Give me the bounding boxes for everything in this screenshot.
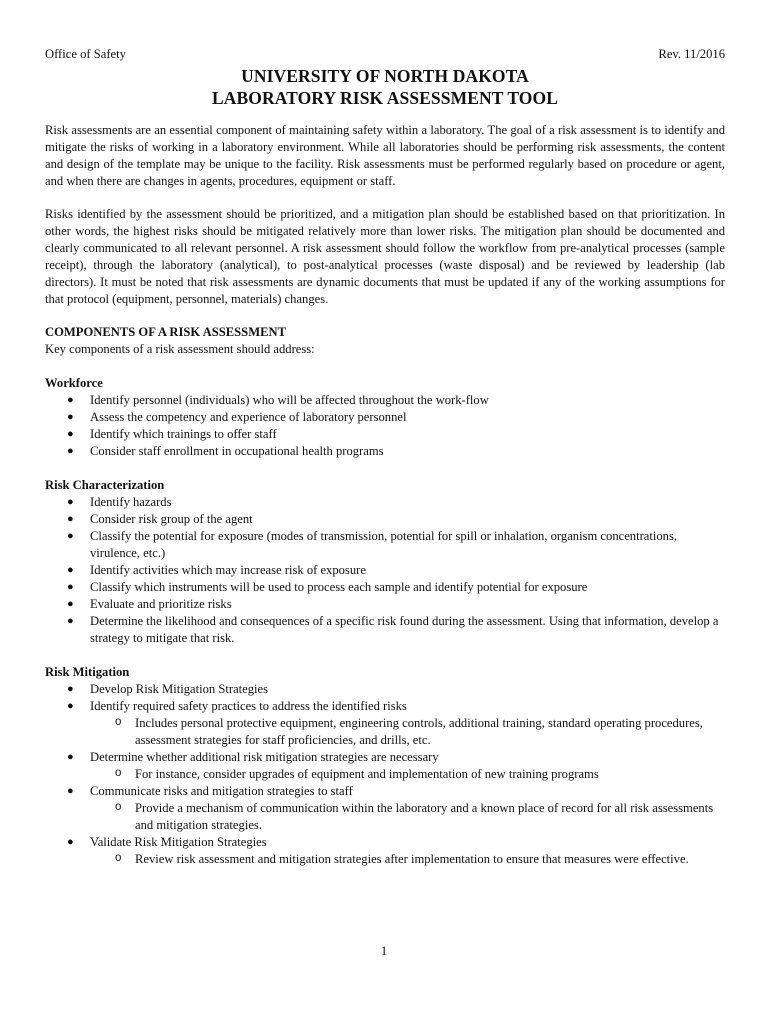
list-item: [45, 409, 725, 426]
list-item-text: Assess the competency and experience of laboratory personnel: [90, 410, 407, 424]
list-item: [45, 783, 725, 834]
sub-list-item-text: Includes personal protective equipment, engineering controls, additional training, standard operating procedures, assessment strategies for staff proficiencies, and drills, etc.: [135, 716, 703, 747]
bullet-icon: ●: [67, 513, 74, 525]
revision-label: Rev. 11/2016: [658, 47, 725, 61]
risk-characterization-list: [45, 494, 725, 647]
list-item-text: Determine whether additional risk mitigation strategies are necessary: [90, 750, 439, 764]
components-intro: Key components of a risk assessment should address:: [45, 342, 315, 356]
sub-list: [90, 766, 725, 783]
bullet-icon: ●: [67, 564, 74, 576]
workforce-list: [45, 392, 725, 460]
page-number: 1: [380, 944, 388, 958]
bullet-icon: ●: [67, 751, 74, 763]
workforce-heading: Workforce: [45, 376, 103, 390]
sub-list-item: [90, 851, 725, 868]
list-item-text: Identify hazards: [90, 495, 172, 509]
list-item: [45, 579, 725, 596]
list-item: [45, 528, 725, 562]
sub-bullet-icon: o: [115, 801, 122, 813]
list-item-text: Identify required safety practices to address the identified risks: [90, 699, 407, 713]
sub-list: [90, 851, 725, 868]
bullet-icon: ●: [67, 598, 74, 610]
document-page: [45, 46, 725, 868]
list-item: [45, 511, 725, 528]
sub-bullet-icon: o: [115, 767, 122, 779]
list-item: [45, 749, 725, 783]
sub-bullet-icon: o: [115, 716, 122, 728]
bullet-icon: ●: [67, 615, 74, 627]
risk-characterization-heading: Risk Characterization: [45, 478, 165, 492]
sub-list-item-text: For instance, consider upgrades of equipment and implementation of new training programs: [135, 767, 599, 781]
bullet-icon: ●: [67, 683, 74, 695]
bullet-icon: ●: [67, 411, 74, 423]
list-item: [45, 698, 725, 749]
list-item-text: Consider staff enrollment in occupational health programs: [90, 444, 384, 458]
bullet-icon: ●: [67, 700, 74, 712]
risk-mitigation-heading: Risk Mitigation: [45, 665, 130, 679]
list-item-text: Determine the likelihood and consequences of a specific risk found during the assessment. Using that information, develop a strategy to mitigate that risk.: [90, 614, 719, 645]
intro-paragraph-2: Risks identified by the assessment should be prioritized, and a mitigation plan should be established based on that prioritization. In other words, the highest risks should be mitigated relatively more than lower risks. The mitigation plan should be documented and clearly communicated to all relevant personnel. A risk assessment should follow the workflow from pre-analytical processes (sample receipt), through the laboratory (analytical), to post-analytical processes (waste disposal) and be reviewed by leadership (lab directors). It must be noted that risk assessments are dynamic documents that must be updated if any of the working assumptions for that protocol (equipment, personnel, materials) changes.: [45, 207, 725, 306]
risk-mitigation-list: [45, 681, 725, 868]
bullet-icon: ●: [67, 581, 74, 593]
list-item-text: Communicate risks and mitigation strategies to staff: [90, 784, 353, 798]
list-item: [45, 681, 725, 698]
list-item-text: Identify personnel (individuals) who will be affected throughout the work-flow: [90, 393, 489, 407]
list-item: [45, 392, 725, 409]
sub-list-item: [90, 766, 725, 783]
document-title-line-2: LABORATORY RISK ASSESSMENT TOOL: [212, 88, 558, 108]
bullet-icon: ●: [67, 496, 74, 508]
list-item: [45, 443, 725, 460]
document-title-line-1: UNIVERSITY OF NORTH DAKOTA: [241, 66, 529, 86]
office-label: Office of Safety: [45, 47, 126, 61]
list-item-text: Classify which instruments will be used to process each sample and identify potential for exposure: [90, 580, 588, 594]
list-item: [45, 426, 725, 443]
list-item: [45, 834, 725, 868]
list-item-text: Identify which trainings to offer staff: [90, 427, 277, 441]
list-item-text: Develop Risk Mitigation Strategies: [90, 682, 269, 696]
sub-list-item: [90, 800, 725, 834]
bullet-icon: ●: [67, 785, 74, 797]
sub-list-item-text: Provide a mechanism of communication within the laboratory and a known place of record for all risk assessments and mitigation strategies.: [135, 801, 714, 832]
sub-list-item-text: Review risk assessment and mitigation strategies after implementation to ensure that measures were effective.: [135, 852, 689, 866]
list-item: [45, 596, 725, 613]
list-item: [45, 613, 725, 647]
sub-list: [90, 800, 725, 834]
list-item: [45, 562, 725, 579]
sub-bullet-icon: o: [115, 852, 122, 864]
list-item-text: Evaluate and prioritize risks: [90, 597, 232, 611]
bullet-icon: ●: [67, 394, 74, 406]
list-item-text: Consider risk group of the agent: [90, 512, 253, 526]
list-item-text: Identify activities which may increase risk of exposure: [90, 563, 366, 577]
bullet-icon: ●: [67, 530, 74, 542]
components-heading: COMPONENTS OF A RISK ASSESSMENT: [45, 325, 286, 339]
page-header: [45, 46, 725, 63]
list-item-text: Classify the potential for exposure (modes of transmission, potential for spill or inhalation, organism concentrations, virulence, etc.): [90, 529, 678, 560]
intro-paragraph-1: Risk assessments are an essential component of maintaining safety within a laboratory. The goal of a risk assessment is to identify and mitigate the risks of working in a laboratory environment. While all laboratories should be performing risk assessments, the content and design of the template may be unique to the facility. Risk assessments must be performed regularly based on procedure or agent, and when there are changes in agents, procedures, equipment or staff.: [45, 123, 725, 188]
list-item-text: Validate Risk Mitigation Strategies: [90, 835, 267, 849]
sub-list-item: [90, 715, 725, 749]
sub-list: [90, 715, 725, 749]
bullet-icon: ●: [67, 428, 74, 440]
list-item: [45, 494, 725, 511]
bullet-icon: ●: [67, 836, 74, 848]
bullet-icon: ●: [67, 445, 74, 457]
